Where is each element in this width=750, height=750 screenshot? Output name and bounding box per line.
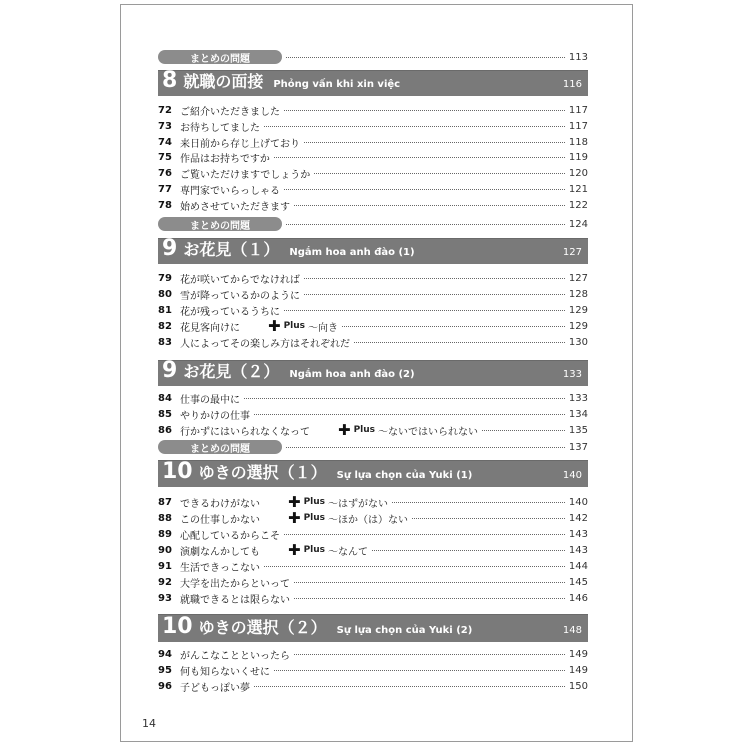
row-page: 129	[568, 320, 588, 332]
chapter-number: 9	[162, 236, 178, 261]
row-page: 145	[568, 576, 588, 588]
chapter-subtitle: Phỏng vấn khi xin việc	[273, 79, 401, 90]
chapter-header[interactable]	[158, 238, 588, 264]
chapter-page: 116	[562, 79, 582, 90]
dot-leader	[284, 534, 565, 535]
dot-leader	[294, 205, 565, 206]
dot-leader	[392, 502, 565, 503]
plus-label: Plus	[353, 425, 376, 435]
row-number: 88	[158, 512, 172, 524]
row-page: 118	[568, 136, 588, 148]
dot-leader	[254, 414, 565, 415]
row-number: 91	[158, 560, 172, 572]
toc-row[interactable]	[158, 558, 588, 574]
toc-row[interactable]	[158, 494, 588, 510]
chapter-title: お花見（１）	[183, 240, 280, 259]
dot-leader	[244, 398, 565, 399]
row-title: この仕事しかない	[180, 514, 260, 526]
toc-row[interactable]	[158, 334, 588, 350]
plus-text: ～ないではいられない	[378, 426, 479, 438]
dot-leader	[286, 57, 565, 58]
row-title: ご覧いただけますでしょうか	[180, 169, 311, 181]
toc-row[interactable]	[158, 574, 588, 590]
row-page: 129	[568, 304, 588, 316]
chapter-subtitle: Sự lựa chọn của Yuki (1)	[336, 470, 473, 481]
plus-icon: ✚	[268, 317, 281, 335]
row-number: 75	[158, 151, 172, 163]
row-number: 72	[158, 104, 172, 116]
row-title: 人によってその楽しみ方はそれぞれだ	[180, 338, 350, 350]
row-title: 大学を出たからといって	[180, 578, 290, 590]
plus-note	[268, 319, 338, 334]
row-page: 130	[568, 336, 588, 348]
plus-label: Plus	[303, 497, 326, 507]
row-page: 119	[568, 151, 588, 163]
row-title: 心配しているからこそ	[180, 530, 280, 542]
row-page: 143	[568, 528, 588, 540]
dot-leader	[304, 278, 565, 279]
row-page: 142	[568, 512, 588, 524]
row-page: 127	[568, 272, 588, 284]
toc-row[interactable]	[158, 646, 588, 662]
toc-row[interactable]	[158, 526, 588, 542]
row-number: 90	[158, 544, 172, 556]
summary-page: 137	[568, 441, 588, 453]
row-title: 仕事の最中に	[180, 394, 240, 406]
row-number: 93	[158, 592, 172, 604]
row-title: 来日前から存じ上げており	[180, 138, 300, 150]
toc-row[interactable]	[158, 118, 588, 134]
chapter-header[interactable]	[158, 460, 588, 487]
summary-entry[interactable]	[158, 216, 588, 232]
row-number: 80	[158, 288, 172, 300]
row-number: 94	[158, 648, 172, 660]
toc-row[interactable]	[158, 270, 588, 286]
dot-leader	[304, 142, 565, 143]
summary-entry[interactable]	[158, 439, 588, 455]
dot-leader	[286, 224, 565, 225]
toc-row[interactable]	[158, 590, 588, 606]
toc-row[interactable]	[158, 102, 588, 118]
row-title: 花が残っているうちに	[180, 306, 280, 318]
chapter-header[interactable]	[158, 360, 588, 386]
row-page: 128	[568, 288, 588, 300]
row-number: 95	[158, 664, 172, 676]
chapter-header[interactable]	[158, 70, 588, 96]
row-title: 専門家でいらっしゃる	[180, 185, 280, 197]
row-title: 生活できっこない	[180, 562, 260, 574]
summary-label: まとめの問題	[158, 217, 282, 231]
toc-row[interactable]	[158, 286, 588, 302]
chapter-title: ゆきの選択（２）	[198, 618, 327, 637]
row-title: 就職できるとは限らない	[180, 594, 290, 606]
row-number: 74	[158, 136, 172, 148]
plus-icon: ✚	[288, 493, 301, 511]
row-title: 作品はお持ちですか	[180, 153, 270, 165]
row-title: がんこなことといったら	[180, 650, 290, 662]
toc-row[interactable]	[158, 662, 588, 678]
chapter-page: 133	[562, 369, 582, 380]
dot-leader	[284, 310, 565, 311]
chapter-number: 10	[162, 614, 193, 639]
toc-row[interactable]	[158, 678, 588, 694]
row-number: 89	[158, 528, 172, 540]
dot-leader	[482, 430, 565, 431]
chapter-number: 8	[162, 68, 178, 93]
toc-row[interactable]	[158, 318, 588, 334]
row-number: 79	[158, 272, 172, 284]
row-title: 始めさせていただきます	[180, 201, 290, 213]
plus-note	[338, 423, 478, 438]
row-number: 77	[158, 183, 172, 195]
chapter-title: 就職の面接	[183, 72, 264, 91]
row-page: 133	[568, 392, 588, 404]
chapter-page: 127	[562, 247, 582, 258]
row-page: 149	[568, 648, 588, 660]
chapter-number: 10	[162, 459, 193, 484]
chapter-subtitle: Ngắm hoa anh đào (2)	[289, 369, 415, 380]
row-title: 何も知らないくせに	[180, 666, 270, 678]
summary-label: まとめの問題	[158, 440, 282, 454]
row-number: 73	[158, 120, 172, 132]
dot-leader	[286, 447, 565, 448]
row-page: 140	[568, 496, 588, 508]
plus-icon: ✚	[288, 509, 301, 527]
dot-leader	[294, 654, 565, 655]
chapter-header[interactable]	[158, 614, 588, 642]
plus-note	[288, 511, 408, 526]
dot-leader	[314, 173, 565, 174]
row-page: 117	[568, 120, 588, 132]
toc-row[interactable]	[158, 422, 588, 438]
row-number: 82	[158, 320, 172, 332]
chapter-page: 148	[562, 625, 582, 636]
chapter-subtitle: Ngắm hoa anh đào (1)	[289, 247, 415, 258]
toc-row[interactable]	[158, 510, 588, 526]
row-page: 122	[568, 199, 588, 211]
row-number: 96	[158, 680, 172, 692]
dot-leader	[274, 670, 565, 671]
chapter-title: お花見（２）	[183, 362, 280, 381]
row-title: やりかけの仕事	[180, 410, 250, 422]
dot-leader	[294, 598, 565, 599]
dot-leader	[264, 126, 565, 127]
chapter-page: 140	[562, 470, 582, 481]
row-page: 149	[568, 664, 588, 676]
row-number: 78	[158, 199, 172, 211]
plus-text: ～ほか（は）ない	[328, 514, 409, 526]
row-number: 81	[158, 304, 172, 316]
dot-leader	[304, 294, 565, 295]
plus-note	[288, 495, 388, 510]
dot-leader	[354, 342, 565, 343]
dot-leader	[284, 110, 565, 111]
summary-page: 113	[568, 51, 588, 63]
toc-row[interactable]	[158, 542, 588, 558]
summary-page: 124	[568, 218, 588, 230]
toc-row[interactable]	[158, 181, 588, 197]
plus-label: Plus	[303, 513, 326, 523]
page-number: 14	[142, 717, 156, 730]
row-page: 135	[568, 424, 588, 436]
row-title: 雪が降っているかのように	[180, 290, 300, 302]
row-page: 120	[568, 167, 588, 179]
plus-label: Plus	[303, 545, 326, 555]
plus-icon: ✚	[338, 421, 351, 439]
row-page: 144	[568, 560, 588, 572]
row-title: 花が咲いてからでなければ	[180, 274, 300, 286]
row-page: 121	[568, 183, 588, 195]
summary-label: まとめの問題	[158, 50, 282, 64]
dot-leader	[274, 157, 565, 158]
toc-row[interactable]	[158, 197, 588, 213]
row-number: 87	[158, 496, 172, 508]
plus-text: ～なんて	[328, 546, 369, 558]
chapter-title: ゆきの選択（１）	[198, 463, 327, 482]
toc-row[interactable]	[158, 134, 588, 150]
row-number: 84	[158, 392, 172, 404]
dot-leader	[342, 326, 565, 327]
toc-row[interactable]	[158, 406, 588, 422]
plus-icon: ✚	[288, 541, 301, 559]
dot-leader	[284, 189, 565, 190]
row-number: 83	[158, 336, 172, 348]
row-title: 子どもっぽい夢	[180, 682, 250, 694]
row-title: できるわけがない	[180, 498, 260, 510]
row-number: 92	[158, 576, 172, 588]
toc-row[interactable]	[158, 149, 588, 165]
row-number: 86	[158, 424, 172, 436]
plus-text: ～向き	[308, 322, 339, 334]
row-title: 花見客向けに	[180, 322, 240, 334]
row-number: 85	[158, 408, 172, 420]
plus-text: ～はずがない	[328, 498, 389, 510]
dot-leader	[264, 566, 565, 567]
row-page: 150	[568, 680, 588, 692]
row-number: 76	[158, 167, 172, 179]
row-title: お待ちしてました	[180, 122, 260, 134]
dot-leader	[412, 518, 565, 519]
chapter-number: 9	[162, 358, 178, 383]
row-page: 146	[568, 592, 588, 604]
row-page: 143	[568, 544, 588, 556]
row-title: 演劇なんかしても	[180, 546, 260, 558]
summary-entry[interactable]	[158, 49, 588, 65]
row-page: 117	[568, 104, 588, 116]
dot-leader	[294, 582, 565, 583]
chapter-subtitle: Sự lựa chọn của Yuki (2)	[336, 625, 473, 636]
toc-row[interactable]	[158, 165, 588, 181]
row-title: ご紹介いただきました	[180, 106, 280, 118]
dot-leader	[254, 686, 565, 687]
plus-note	[288, 543, 368, 558]
toc-row[interactable]	[158, 302, 588, 318]
dot-leader	[372, 550, 565, 551]
row-page: 134	[568, 408, 588, 420]
row-title: 行かずにはいられなくなって	[180, 426, 310, 438]
plus-label: Plus	[283, 321, 306, 331]
toc-row[interactable]	[158, 390, 588, 406]
